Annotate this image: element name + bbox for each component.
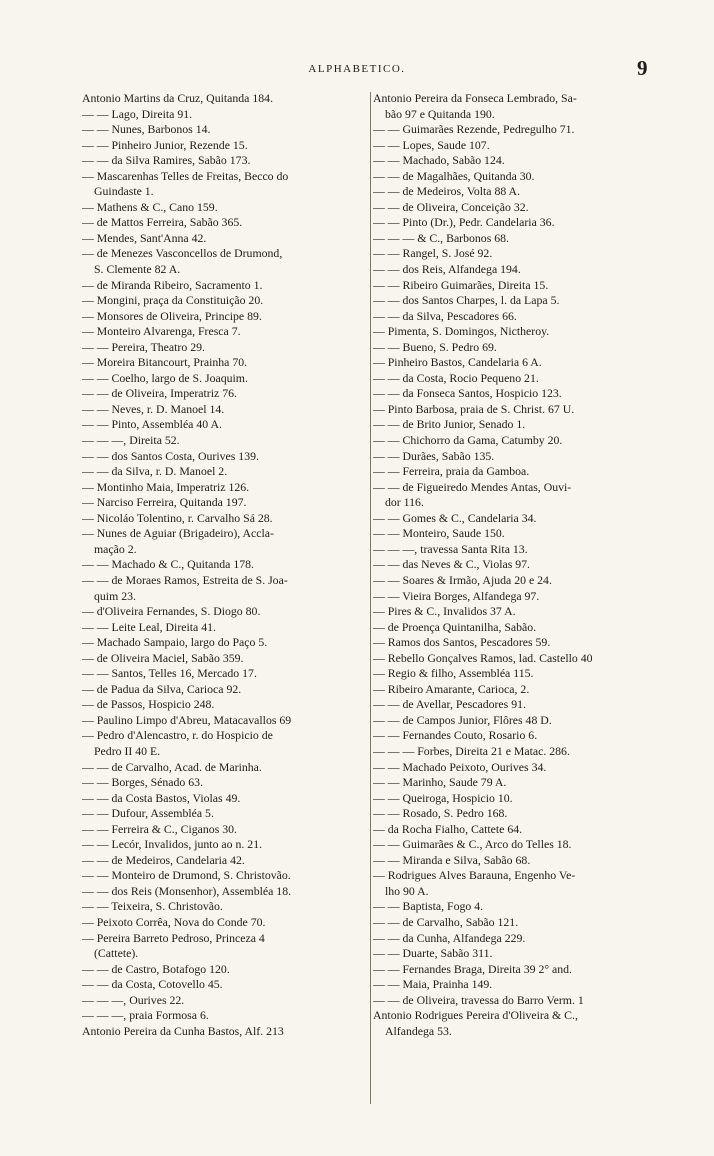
- directory-entry: — — dos Reis, Alfandega 194.: [373, 262, 521, 277]
- directory-entry: — — Vieira Borges, Alfandega 97.: [373, 588, 540, 603]
- directory-entry: — — Neves, r. D. Manoel 14.: [82, 401, 225, 416]
- directory-entry: — — Queiroga, Hospicio 10.: [373, 790, 513, 805]
- directory-entry: — — de Moraes Ramos, Estreita de S. Joa-: [82, 572, 288, 587]
- directory-entry: — Pires & C., Invalidos 37 A.: [373, 604, 516, 619]
- directory-entry: Antonio Pereira da Fonseca Lembrado, Sa-: [373, 91, 577, 105]
- directory-entry: — — de Brito Junior, Senado 1.: [373, 417, 526, 432]
- directory-entry: — — —, Ourives 22.: [82, 992, 185, 1007]
- directory-entry: — — de Oliveira, Conceição 32.: [373, 199, 529, 214]
- directory-entry: — — Chichorro da Gama, Catumby 20.: [373, 433, 563, 448]
- directory-entry: — Pereira Barreto Pedroso, Princeza 4: [82, 930, 265, 945]
- directory-entry: — — de Campos Junior, Flôres 48 D.: [373, 712, 552, 727]
- directory-entry: — Pinheiro Bastos, Candelaria 6 A.: [373, 355, 542, 370]
- directory-entry: — de Padua da Silva, Carioca 92.: [82, 681, 242, 696]
- directory-entry: — Mongini, praça da Constituição 20.: [82, 293, 264, 308]
- directory-entry: — — Miranda e Silva, Sabão 68.: [373, 852, 531, 867]
- directory-entry: Antonio Rodrigues Pereira d'Oliveira & C.,: [373, 1008, 578, 1023]
- directory-entry: — Mascarenhas Telles de Freitas, Becco do: [82, 168, 289, 183]
- directory-entry: — Rebello Gonçalves Ramos, lad. Castello 40: [373, 650, 593, 665]
- directory-entry: — — —, praia Formosa 6.: [82, 1008, 209, 1023]
- directory-entry: — — Soares & Irmão, Ajuda 20 e 24.: [373, 572, 552, 587]
- directory-entry: — Rodrigues Alves Barauna, Engenho Ve-: [373, 868, 576, 883]
- directory-entry: — — Ferreira & C., Ciganos 30.: [82, 821, 237, 836]
- directory-entry: — — Maia, Prainha 149.: [373, 977, 493, 992]
- directory-entry: — Pedro d'Alencastro, r. do Hospicio de: [82, 728, 273, 743]
- directory-entry: — Machado Sampaio, largo do Paço 5.: [82, 635, 268, 650]
- directory-entry: — — —, Direita 52.: [82, 433, 180, 448]
- directory-entry: — — Monteiro, Saude 150.: [373, 526, 505, 541]
- directory-entry: — — Duarte, Sabão 311.: [373, 946, 493, 961]
- directory-entry: — — de Oliveira, travessa do Barro Verm. 1: [373, 992, 584, 1007]
- directory-entry: — Moreira Bitancourt, Prainha 70.: [82, 355, 248, 370]
- directory-entry: — — de Medeiros, Volta 88 A.: [373, 184, 521, 199]
- directory-entry: — — Coelho, largo de S. Joaquim.: [82, 370, 248, 385]
- directory-entry: — de Menezes Vasconcellos de Drumond,: [82, 246, 283, 261]
- directory-entry: — Paulino Limpo d'Abreu, Matacavallos 69: [82, 712, 292, 727]
- directory-entry: — — da Silva Ramires, Sabão 173.: [82, 153, 251, 168]
- directory-entry: — — Lago, Direita 91.: [82, 106, 193, 121]
- directory-entry: — — Gomes & C., Candelaria 34.: [373, 510, 537, 525]
- directory-entry: — — Monteiro de Drumond, S. Christovão.: [82, 868, 291, 883]
- page-number: 9: [637, 56, 648, 80]
- directory-entry: lho 90 A.: [385, 883, 429, 898]
- directory-entry: — — de Figueiredo Mendes Antas, Ouvi-: [373, 479, 572, 494]
- directory-entry: — — Dufour, Assembléa 5.: [82, 806, 214, 821]
- directory-entry: — — de Avellar, Pescadores 91.: [373, 697, 526, 712]
- directory-entry: — de Passos, Hospicio 248.: [82, 697, 215, 712]
- directory-entry: — Pinto Barbosa, praia de S. Christ. 67 U.: [373, 401, 575, 416]
- directory-entry: — — Leite Leal, Direita 41.: [82, 619, 216, 634]
- directory-entry: — — da Costa, Rocio Pequeno 21.: [373, 370, 539, 385]
- directory-entry: Pedro II 40 E.: [94, 743, 161, 758]
- directory-entry: — — Pinto, Assembléa 40 A.: [82, 417, 222, 432]
- directory-entry: — — dos Reis (Monsenhor), Assembléa 18.: [82, 883, 292, 898]
- directory-entry: — — da Fonseca Santos, Hospicio 123.: [373, 386, 562, 401]
- directory-entry: — — Ribeiro Guimarães, Direita 15.: [373, 277, 549, 292]
- directory-entry: — Nicoláo Tolentino, r. Carvalho Sá 28.: [82, 510, 273, 525]
- directory-entry: — — Lopes, Saude 107.: [373, 137, 490, 152]
- directory-entry: mação 2.: [94, 541, 137, 556]
- directory-entry: — — Teixeira, S. Christovão.: [82, 899, 223, 914]
- directory-entry: — — de Medeiros, Candelaria 42.: [82, 852, 245, 867]
- directory-entry: — — Lecór, Invalidos, junto ao n. 21.: [82, 837, 263, 852]
- directory-entry: dor 116.: [385, 495, 424, 510]
- directory-entry: — da Rocha Fialho, Cattete 64.: [373, 821, 523, 836]
- directory-entry: — — de Oliveira, Imperatriz 76.: [82, 386, 237, 401]
- directory-entry: — Mathens & C., Cano 159.: [82, 199, 218, 214]
- directory-entry: — — da Costa Bastos, Violas 49.: [82, 790, 241, 805]
- directory-entry: — — Machado & C., Quitanda 178.: [82, 557, 255, 572]
- directory-entry: — Ribeiro Amarante, Carioca, 2.: [373, 681, 530, 696]
- directory-entry: S. Clemente 82 A.: [94, 262, 181, 277]
- directory-entry: — — Durães, Sabão 135.: [373, 448, 495, 463]
- directory-entry: — — da Silva, Pescadores 66.: [373, 308, 517, 323]
- directory-entry: Antonio Pereira da Cunha Bastos, Alf. 213: [82, 1023, 284, 1038]
- directory-entry: — — da Silva, r. D. Manoel 2.: [82, 464, 228, 479]
- directory-entry: — — Fernandes Couto, Rosario 6.: [373, 728, 538, 743]
- directory-entry: — — das Neves & C., Violas 97.: [373, 557, 531, 572]
- directory-entry: (Cattete).: [94, 946, 139, 961]
- directory-entry: — — Marinho, Saude 79 A.: [373, 775, 507, 790]
- directory-entry: — — Nunes, Barbonos 14.: [82, 122, 211, 137]
- directory-entry: — de Oliveira Maciel, Sabão 359.: [82, 650, 244, 665]
- directory-entry: — — —, travessa Santa Rita 13.: [373, 541, 528, 556]
- running-header: ALPHABETICO.: [308, 63, 406, 75]
- directory-entry: — Regio & filho, Assembléa 115.: [373, 666, 534, 681]
- directory-entry: — Montinho Maia, Imperatriz 126.: [82, 479, 250, 494]
- directory-entry: — de Proença Quintanilha, Sabão.: [373, 619, 537, 634]
- directory-entry: — de Mattos Ferreira, Sabão 365.: [82, 215, 243, 230]
- directory-entry: — Monteiro Alvarenga, Fresca 7.: [82, 324, 241, 339]
- directory-entry: — d'Oliveira Fernandes, S. Diogo 80.: [82, 604, 261, 619]
- directory-entry: — — Pinto (Dr.), Pedr. Candelaria 36.: [373, 215, 555, 230]
- directory-entry: — — da Cunha, Alfandega 229.: [373, 930, 526, 945]
- directory-entry: Alfandega 53.: [385, 1023, 452, 1038]
- directory-entry: — — de Magalhães, Quitanda 30.: [373, 168, 535, 183]
- directory-entry: — — de Castro, Botafogo 120.: [82, 961, 230, 976]
- directory-entry: — — Machado Peixoto, Ourives 34.: [373, 759, 547, 774]
- directory-entry: — — Ferreira, praia da Gamboa.: [373, 464, 530, 479]
- directory-entry: Antonio Martins da Cruz, Quitanda 184.: [82, 91, 274, 105]
- directory-entry: — — Machado, Sabão 124.: [373, 153, 505, 168]
- directory-entry: — Pimenta, S. Domingos, Nictheroy.: [373, 324, 550, 339]
- directory-entry: — — Rosado, S. Pedro 168.: [373, 806, 508, 821]
- directory-entry: — Monsores de Oliveira, Principe 89.: [82, 308, 262, 323]
- directory-entry: — — de Carvalho, Acad. de Marinha.: [82, 759, 262, 774]
- directory-entry: — Narciso Ferreira, Quitanda 197.: [82, 495, 247, 510]
- directory-entry: — — — Forbes, Direita 21 e Matac. 286.: [373, 743, 570, 758]
- directory-entry: — — Pereira, Theatro 29.: [82, 339, 205, 354]
- directory-entry: bão 97 e Quitanda 190.: [385, 106, 495, 121]
- directory-entry: — — Baptista, Fogo 4.: [373, 899, 484, 914]
- directory-entry: — — de Carvalho, Sabão 121.: [373, 914, 519, 929]
- left-column: [82, 91, 370, 1039]
- right-column: [373, 91, 663, 1039]
- directory-entry: — — Pinheiro Junior, Rezende 15.: [82, 137, 248, 152]
- directory-entry: — Peixoto Corrêa, Nova do Conde 70.: [82, 914, 266, 929]
- directory-entry: — — Santos, Telles 16, Mercado 17.: [82, 666, 257, 681]
- directory-entry: — Mendes, Sant'Anna 42.: [82, 230, 207, 245]
- directory-entry: Guindaste 1.: [94, 184, 154, 199]
- directory-entry: — — — & C., Barbonos 68.: [373, 230, 509, 245]
- directory-entry: — Nunes de Aguiar (Brigadeiro), Accla-: [82, 526, 274, 541]
- directory-entry: — Ramos dos Santos, Pescadores 59.: [373, 635, 551, 650]
- directory-entry: — — Fernandes Braga, Direita 39 2° and.: [373, 961, 572, 976]
- directory-entry: — — da Costa, Cotovello 45.: [82, 977, 223, 992]
- directory-entry: — — Guimarães Rezende, Pedregulho 71.: [373, 122, 575, 137]
- directory-entry: — — Rangel, S. José 92.: [373, 246, 493, 261]
- directory-entry: — — dos Santos Charpes, l. da Lapa 5.: [373, 293, 560, 308]
- directory-entry: — — Bueno, S. Pedro 69.: [373, 339, 497, 354]
- directory-entry: — de Miranda Ribeiro, Sacramento 1.: [82, 277, 263, 292]
- column-divider: [370, 92, 371, 1104]
- directory-entry: quim 23.: [94, 588, 136, 603]
- directory-entry: — — Borges, Sénado 63.: [82, 775, 204, 790]
- directory-entry: — — dos Santos Costa, Ourives 139.: [82, 448, 259, 463]
- directory-entry: — — Guimarães & C., Arco do Telles 18.: [373, 837, 572, 852]
